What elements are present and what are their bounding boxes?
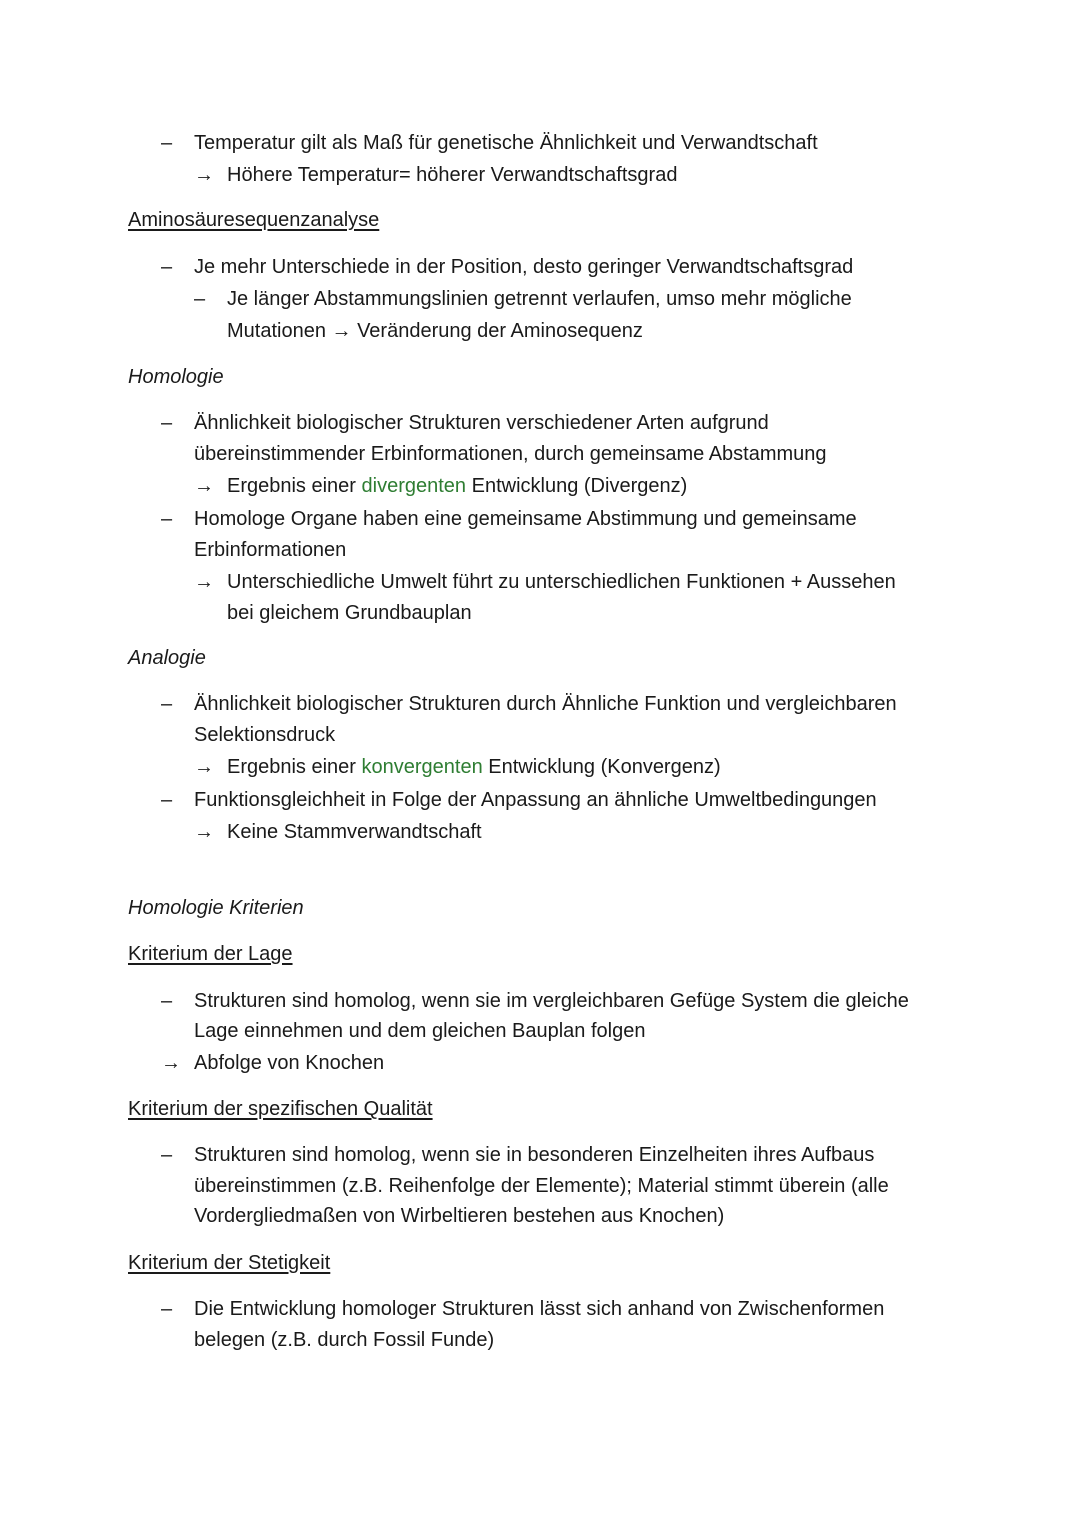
lage-line1: Strukturen sind homolog, wenn sie im vergleichbaren Gefüge System die gleiche bbox=[194, 990, 909, 1012]
aminosaeure-bullet: Je mehr Unterschiede in der Position, desto geringer Verwandtschaftsgrad bbox=[194, 256, 854, 278]
bullet-dash: – bbox=[161, 256, 173, 278]
bullet-dash: – bbox=[161, 132, 173, 154]
homologie-b2-arrow-line1: Unterschiedliche Umwelt führt zu unterschiedlichen Funktionen + Aussehen bbox=[227, 571, 896, 593]
aminosaeure-sub-line2: Mutationen → Veränderung der Aminosequenz bbox=[227, 320, 643, 342]
heading-kriterium-lage: Kriterium der Lage bbox=[128, 943, 293, 965]
homologie-b2-arrow-line2: bei gleichem Grundbauplan bbox=[227, 602, 472, 624]
qual-line1: Strukturen sind homolog, wenn sie in besonderen Einzelheiten ihres Aufbaus bbox=[194, 1144, 875, 1166]
bullet-dash: – bbox=[161, 412, 173, 434]
bullet-dash: – bbox=[161, 1144, 173, 1166]
stet-line1: Die Entwicklung homologer Strukturen lässt sich anhand von Zwischenformen bbox=[194, 1298, 885, 1320]
heading-homologie-kriterien: Homologie Kriterien bbox=[128, 897, 304, 919]
qual-line3: Vordergliedmaßen von Wirbeltieren bestehen aus Knochen) bbox=[194, 1205, 725, 1227]
sub-bullet-dash: – bbox=[194, 288, 206, 310]
temperatur-bullet: Temperatur gilt als Maß für genetische Ähnlichkeit und Verwandtschaft bbox=[194, 132, 818, 154]
heading-homologie: Homologie bbox=[128, 366, 224, 388]
qual-line2: übereinstimmen (z.B. Reihenfolge der Elemente); Material stimmt überein (alle bbox=[194, 1175, 889, 1197]
analogie-b2-line1: Funktionsgleichheit in Folge der Anpassung an ähnliche Umweltbedingungen bbox=[194, 789, 877, 811]
arrow-icon: → bbox=[194, 475, 214, 497]
lage-arrow: Abfolge von Knochen bbox=[194, 1052, 385, 1074]
arrow-icon: → bbox=[161, 1052, 181, 1074]
bullet-dash: – bbox=[161, 508, 173, 530]
homologie-b1-arrow: Ergebnis einer divergenten Entwicklung (Divergenz) bbox=[227, 475, 688, 497]
heading-kriterium-stetigkeit: Kriterium der Stetigkeit bbox=[128, 1252, 331, 1274]
arrow-icon: → bbox=[194, 756, 214, 778]
analogie-b2-arrow: Keine Stammverwandtschaft bbox=[227, 821, 482, 843]
analogie-b1-line2: Selektionsdruck bbox=[194, 724, 336, 746]
bullet-dash: – bbox=[161, 990, 173, 1012]
analogie-b1-line1: Ähnlichkeit biologischer Strukturen durch Ähnliche Funktion und vergleichbaren bbox=[194, 693, 897, 715]
homologie-b2-line1: Homologe Organe haben eine gemeinsame Abstimmung und gemeinsame bbox=[194, 508, 857, 530]
bullet-dash: – bbox=[161, 789, 173, 811]
divergent-highlight: divergenten bbox=[361, 475, 467, 497]
heading-aminosaeure: Aminosäuresequenzanalyse bbox=[128, 209, 380, 231]
arrow-icon: → bbox=[194, 164, 214, 186]
lage-line2: Lage einnehmen und dem gleichen Bauplan folgen bbox=[194, 1020, 646, 1042]
heading-analogie: Analogie bbox=[128, 647, 206, 669]
bullet-dash: – bbox=[161, 693, 173, 715]
stet-line2: belegen (z.B. durch Fossil Funde) bbox=[194, 1329, 495, 1351]
konvergent-highlight: konvergenten bbox=[361, 756, 483, 778]
bullet-dash: – bbox=[161, 1298, 173, 1320]
homologie-b2-line2: Erbinformationen bbox=[194, 539, 347, 561]
homologie-b1-line1: Ähnlichkeit biologischer Strukturen verschiedener Arten aufgrund bbox=[194, 412, 769, 434]
homologie-b1-line2: übereinstimmender Erbinformationen, durch gemeinsame Abstammung bbox=[194, 443, 827, 465]
heading-kriterium-qualitaet: Kriterium der spezifischen Qualität bbox=[128, 1098, 433, 1120]
aminosaeure-sub-line1: Je länger Abstammungslinien getrennt verlaufen, umso mehr mögliche bbox=[227, 288, 852, 310]
arrow-icon: → bbox=[194, 821, 214, 843]
analogie-b1-arrow: Ergebnis einer konvergenten Entwicklung (Konvergenz) bbox=[227, 756, 721, 778]
temperatur-arrow-text: Höhere Temperatur= höherer Verwandtschaftsgrad bbox=[227, 164, 678, 186]
arrow-icon: → bbox=[194, 571, 214, 593]
